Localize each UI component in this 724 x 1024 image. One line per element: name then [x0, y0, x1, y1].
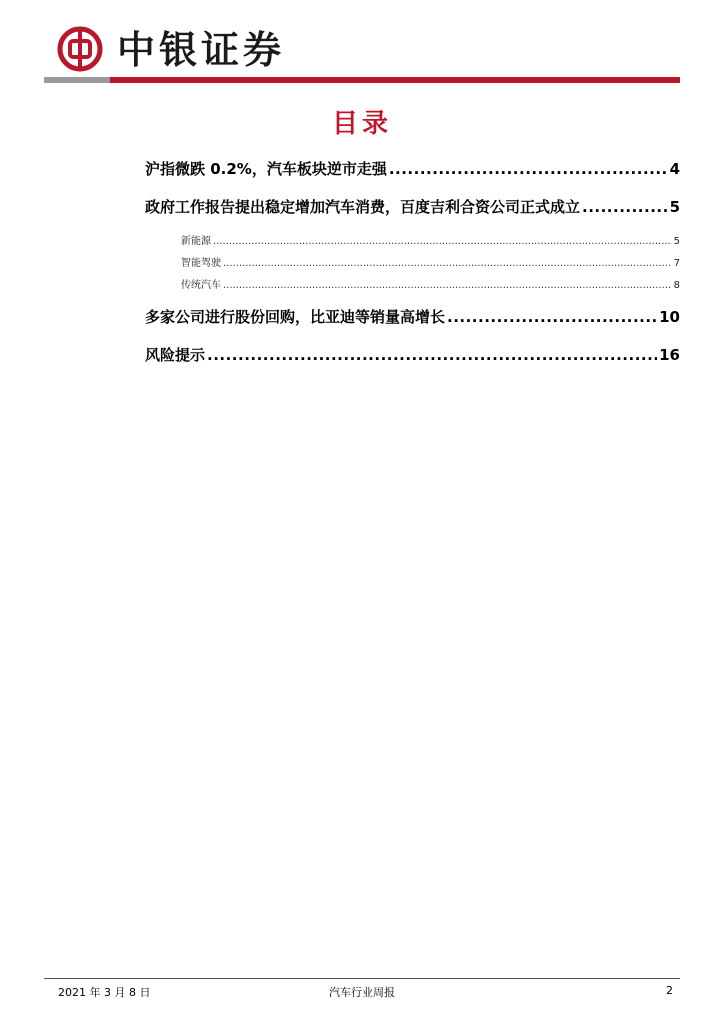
toc-entry[interactable] [145, 196, 680, 217]
toc-entry-page: 4 [669, 160, 680, 178]
toc-entry-page: 8 [673, 280, 680, 291]
toc-entry[interactable] [181, 232, 680, 247]
toc-entry[interactable] [145, 306, 680, 327]
header-bar-red [110, 77, 680, 83]
footer-page-number: 2 [666, 984, 673, 997]
toc-entry[interactable] [145, 344, 680, 365]
toc-entry-text: 沪指微跌 0.2%，汽车板块逆市走强 [145, 160, 387, 178]
header-bar-gray [44, 77, 110, 83]
toc-title: 目录 [331, 109, 392, 139]
footer-divider [44, 978, 680, 979]
toc-leader-dots [447, 308, 657, 326]
toc-entry-page: 16 [659, 346, 680, 364]
toc-entry-page: 5 [673, 236, 680, 247]
toc-entry[interactable] [145, 158, 680, 179]
toc-leader-dots [223, 280, 672, 291]
toc-entry-text: 新能源 [181, 236, 211, 247]
toc-entry-text: 多家公司进行股份回购，比亚迪等销量高增长 [145, 308, 446, 326]
toc-leader-dots [223, 258, 672, 269]
toc-entry-text: 传统汽车 [181, 280, 221, 291]
toc-entry-text: 智能驾驶 [181, 258, 221, 269]
bank-of-china-logo-icon [57, 26, 103, 72]
brand-name: 中银证券 [117, 27, 286, 72]
toc-entry[interactable] [181, 254, 680, 269]
toc-leader-dots [207, 346, 657, 364]
toc-entry[interactable] [181, 276, 680, 291]
toc-leader-dots [213, 236, 672, 247]
page-header [0, 0, 724, 90]
toc-entry-page: 7 [673, 258, 680, 269]
toc-entry-page: 5 [669, 198, 680, 216]
toc-leader-dots [582, 198, 668, 216]
footer-report-type: 汽车行业周报 [329, 986, 395, 999]
toc-leader-dots [389, 160, 668, 178]
toc-entry-page: 10 [659, 308, 680, 326]
toc-entry-text: 风险提示 [145, 346, 206, 364]
footer-date: 2021 年 3 月 8 日 [58, 986, 151, 999]
toc-entry-text: 政府工作报告提出稳定增加汽车消费，百度吉利合资公司正式成立 [145, 198, 581, 216]
